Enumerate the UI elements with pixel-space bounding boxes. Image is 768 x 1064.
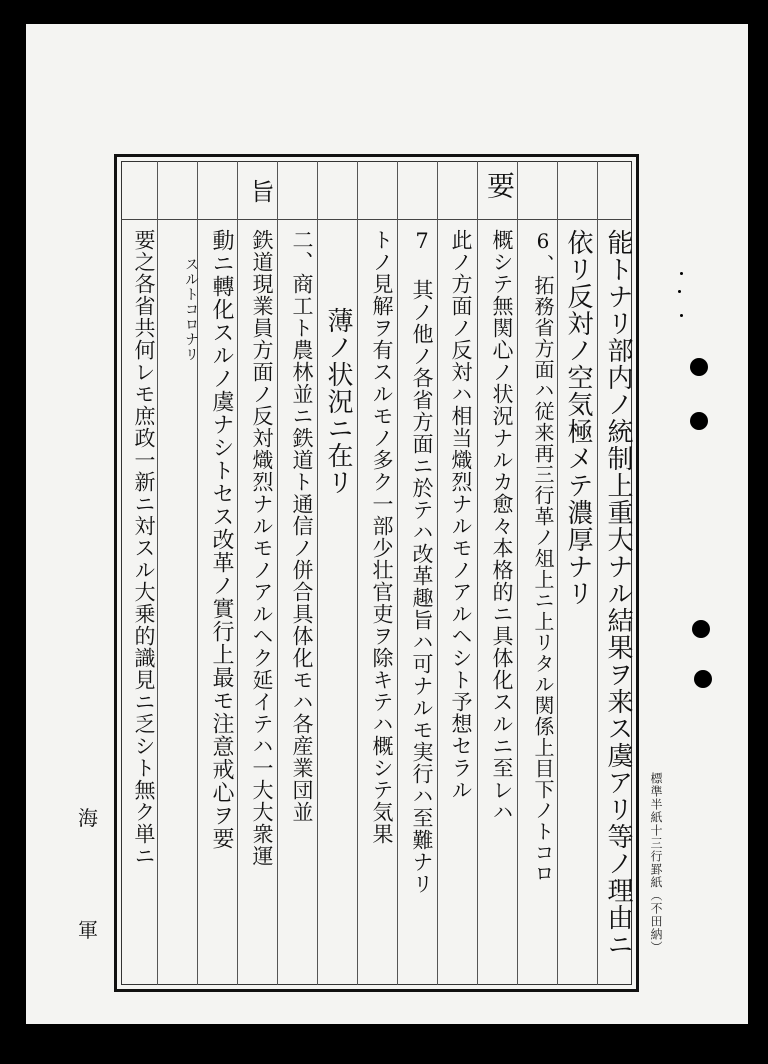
binding-hole (690, 412, 708, 430)
column-rule (317, 161, 318, 985)
footer-char-kai: 海 (78, 806, 98, 830)
text-column-2: 依リ反対ノ空気極メテ濃厚ナリ (563, 229, 593, 607)
text-column-12: スルトコロナリ (183, 257, 199, 362)
binding-hole (690, 358, 708, 376)
column-rule (517, 161, 518, 985)
column-rule (437, 161, 438, 985)
paper-caption: 標準半紙十三行罫紙（不田納） (649, 772, 663, 954)
text-column-11: 動ニ轉化スルノ虞ナシトセス改革ノ實行上最モ注意戒心ヲ要 (209, 229, 234, 850)
binding-hole (694, 670, 712, 688)
document-page (26, 24, 748, 1024)
text-column-8: 薄ノ状況ニ在リ (323, 307, 353, 496)
text-column-13: 要之各省共何レモ庶政一新ニ対スル大乗的識見ニ乏シト無ク単ニ (132, 229, 156, 867)
header-section-char: 旨 (246, 179, 274, 203)
speck (680, 272, 683, 275)
column-rule (157, 161, 158, 985)
column-rule (557, 161, 558, 985)
footer-char-gun: 軍 (78, 918, 98, 942)
column-rule (237, 161, 238, 985)
speck (680, 314, 683, 317)
text-column-5: 此ノ方面ノ反対ハ相当熾烈ナルモノアルヘシト予想セラル (449, 229, 473, 801)
column-rule (597, 161, 598, 985)
text-column-1: 能トナリ部内ノ統制上重大ナル結果ヲ来ス虞アリ等ノ理由ニ (603, 229, 633, 958)
column-rule (477, 161, 478, 985)
column-rule (277, 161, 278, 985)
speck (678, 290, 681, 293)
text-column-7: トノ見解ヲ有スルモノ多ク一部少壮官吏ヲ除キテハ概シテ気果 (370, 229, 394, 845)
column-rule (357, 161, 358, 985)
text-column-9: 二、商工ト農林並ニ鉄道ト通信ノ併合具体化モハ各産業団並 (290, 229, 314, 823)
text-column-3: 6、拓務省方面ハ従来再三行革ノ俎上ニ上リタル関係上目下ノトコロ (531, 229, 555, 884)
column-rule (397, 161, 398, 985)
binding-hole (692, 620, 710, 638)
text-column-6: 7 其ノ他ノ各省方面ニ於テハ改革趣旨ハ可ナルモ実行ハ至難ナリ (410, 229, 434, 895)
header-title-char: 要 (483, 171, 516, 199)
text-column-10: 鉄道現業員方面ノ反対熾烈ナルモノアルヘク延イテハ一大大衆運 (250, 229, 274, 867)
text-column-4: 概シテ無関心ノ状況ナルカ愈々本格的ニ具体化スルニ至レハ (490, 229, 514, 823)
ruled-frame (114, 154, 639, 992)
